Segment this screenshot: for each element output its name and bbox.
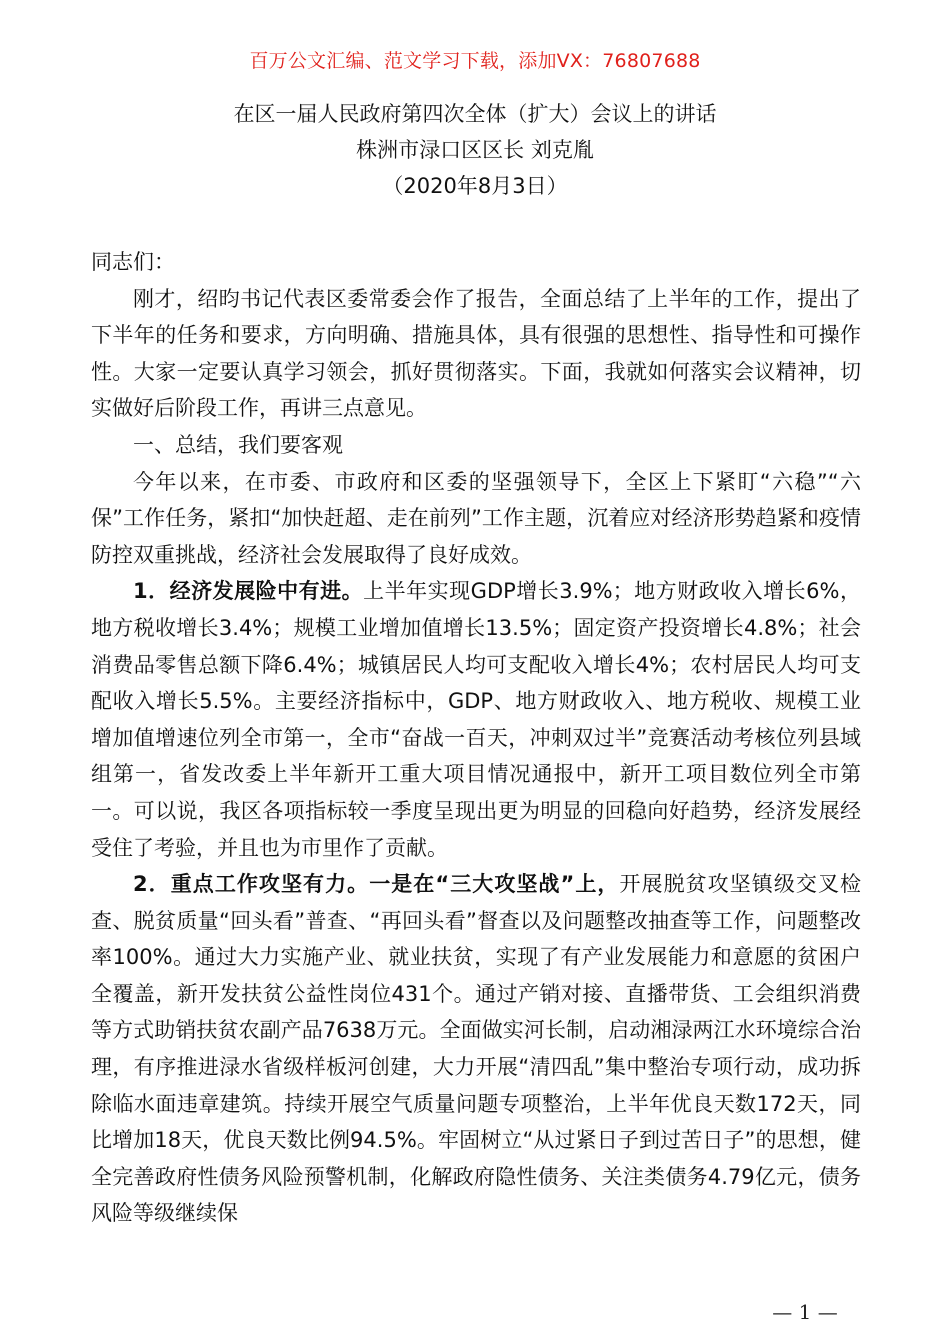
paragraph-intro: 刚才，绍昀书记代表区委常委会作了报告，全面总结了上半年的工作，提出了下半年的任务和要求，方向明确、措施具体，具有很强的思想性、指导性和可操作性。大家一定要认真学习领会，抓好贯彻落实。下面，我就如何落实会议精神，切实做好后阶段工作，再讲三点意见。 xyxy=(91,286,861,421)
paragraph-key-work xyxy=(91,866,861,1232)
document-body xyxy=(91,244,861,1232)
paragraph-key-work-lead: 2．重点工作攻坚有力。一是在“三大攻坚战”上， xyxy=(133,872,620,897)
paragraph-overview: 今年以来，在市委、市政府和区委的坚强领导下，全区上下紧盯“六稳”“六保”工作任务，紧扣“加快赶超、走在前列”工作主题，沉着应对经济形势趋紧和疫情防控双重挑战，经济社会发展取得了良好成效。 xyxy=(91,469,861,567)
speaker-line: 株洲市渌口区区长 刘克胤 xyxy=(356,138,594,162)
paragraph-economy xyxy=(91,573,861,866)
paragraph-economy-text: 上半年实现GDP增长3.9%；地方财政收入增长6%，地方税收增长3.4%；规模工业增加值增长13.5%；固定资产投资增长4.8%；社会消费品零售总额下降6.4%；城镇居民人均可支配收入增长4%；农村居民人均可支配收入增长5.5%。主要经济指标中，GDP、地方财政收入、地方税收、规模工业增加值增速位列全市第一，全市“奋战一百天，冲刺双过半”竞赛活动考核位列县域组第一，省发改委上半年新开工重大项目情况通报中，新开工项目数位列全市第一。可以说，我区各项指标较一季度呈现出更为明显的回稳向好趋势，经济发展经受住了考验，并且也为市里作了贡献。 xyxy=(91,579,861,860)
header-banner: 百万公文汇编、范文学习下载，添加VX：76807688 xyxy=(249,50,701,72)
document-title-block xyxy=(0,96,950,204)
salutation: 同志们： xyxy=(91,250,175,274)
paragraph-economy-lead: 1．经济发展险中有进。 xyxy=(133,579,364,604)
page-number: — 1 — xyxy=(772,1300,838,1324)
speech-date: （2020年8月3日） xyxy=(382,174,568,198)
section-heading-1: 一、总结，我们要客观 xyxy=(133,432,343,457)
paragraph-key-work-text: 开展脱贫攻坚镇级交叉检查、脱贫质量“回头看”普查、“再回头看”督查以及问题整改抽查等工作，问题整改率100%。通过大力实施产业、就业扶贫，实现了有产业发展能力和意愿的贫困户全覆盖，新开发扶贫公益性岗位431个。通过产销对接、直播带货、工会组织消费等方式助销扶贫农副产品7638万元。全面做实河长制，启动湘渌两江水环境综合治理，有序推进渌水省级样板河创建，大力开展“清四乱”集中整治专项行动，成功拆除临水面违章建筑。持续开展空气质量问题专项整治，上半年优良天数172天，同比增加18天，优良天数比例94.5%。牢固树立“从过紧日子到过苦日子”的思想，健全完善政府性债务风险预警机制，化解政府隐性债务、关注类债务4.79亿元，债务风险等级继续保 xyxy=(91,872,862,1226)
speech-title: 在区一届人民政府第四次全体（扩大）会议上的讲话 xyxy=(233,102,717,126)
